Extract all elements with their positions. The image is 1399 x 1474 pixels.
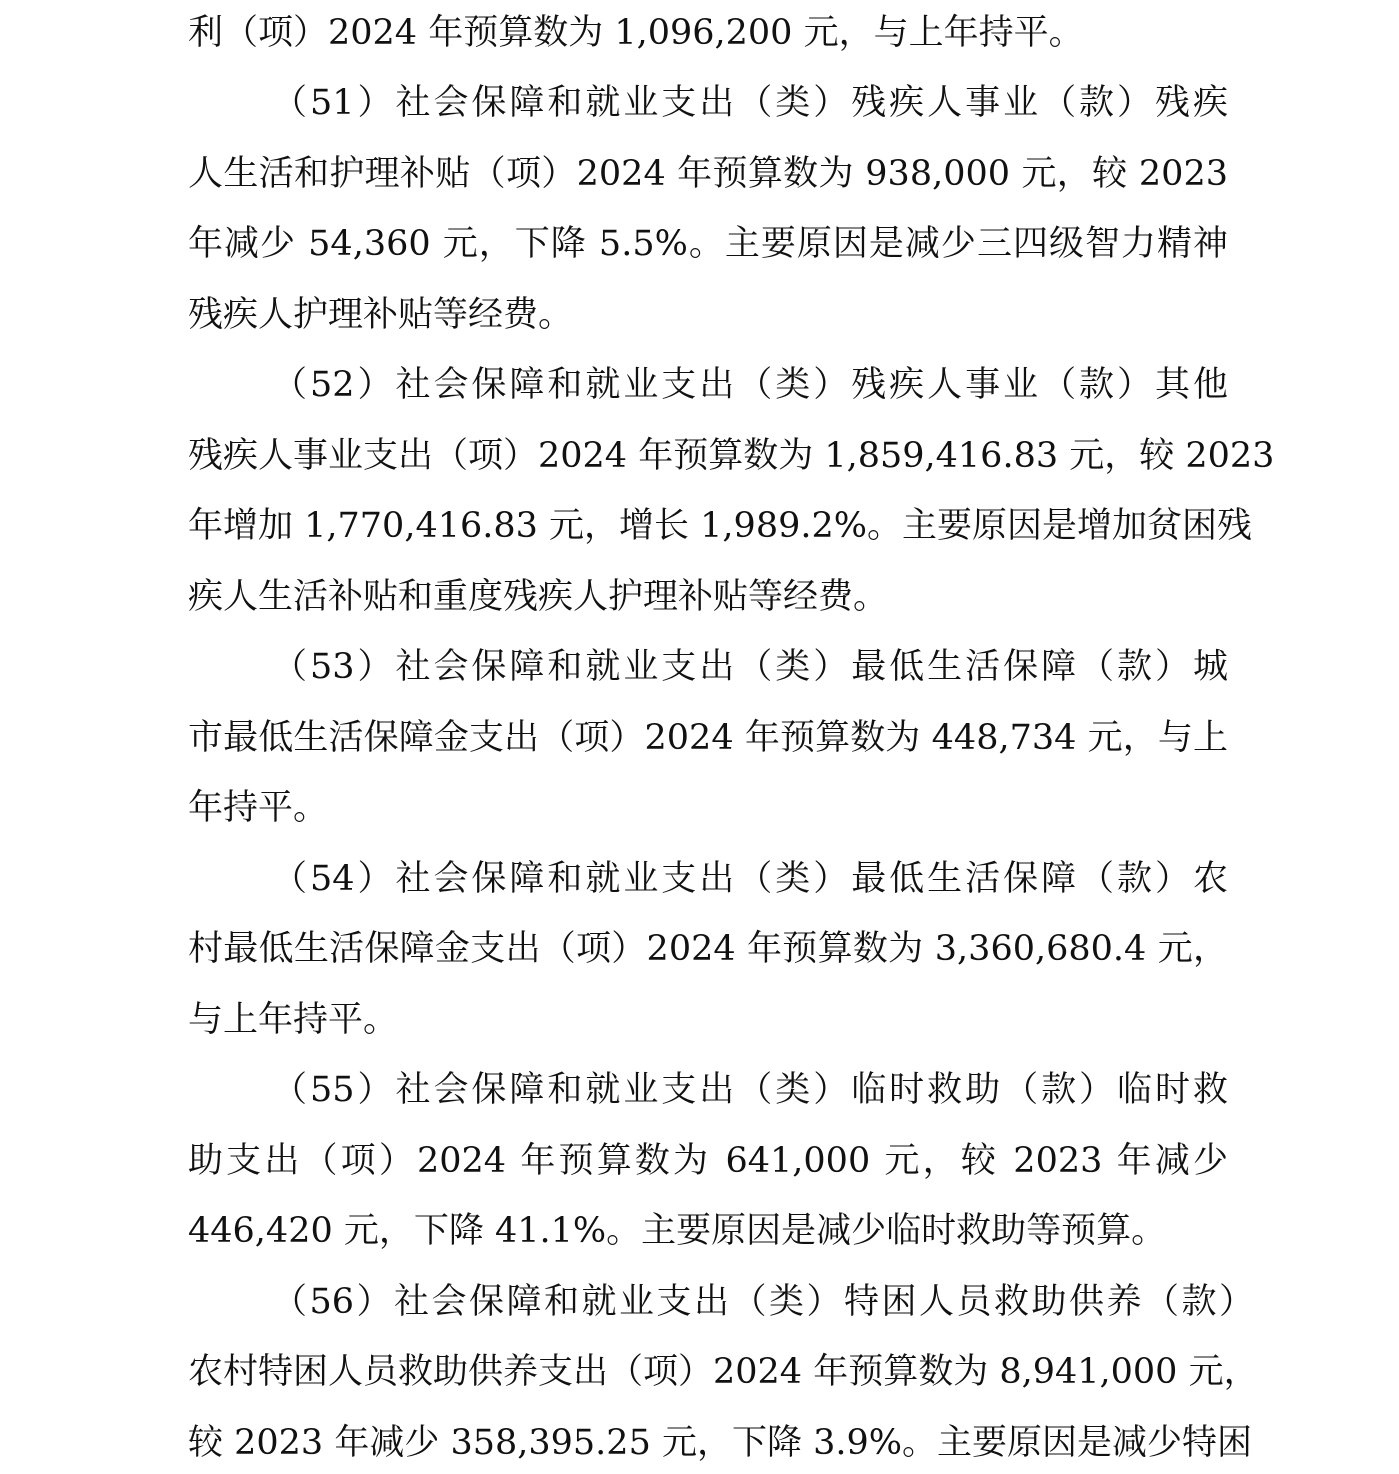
paragraph-53-line: （53）社会保障和就业支出（类）最低生活保障（款）城: [272, 647, 1228, 687]
paragraph-51-line: 年减少 54,360 元，下降 5.5%。主要原因是减少三四级智力精神: [188, 224, 1228, 264]
paragraph-55-line: 446,420 元，下降 41.1%。主要原因是减少临时救助等预算。: [188, 1211, 1167, 1251]
paragraph-54-line: 与上年持平。: [188, 1000, 399, 1040]
paragraph-55-line: （55）社会保障和就业支出（类）临时救助（款）临时救: [272, 1070, 1228, 1110]
paragraph-51-line: （51）社会保障和就业支出（类）残疾人事业（款）残疾: [272, 83, 1228, 123]
paragraph-52-line: 疾人生活补贴和重度残疾人护理补贴等经费。: [188, 577, 889, 617]
paragraph-51-line: 人生活和护理补贴（项）2024 年预算数为 938,000 元，较 2023: [188, 154, 1228, 194]
paragraph-51-line: 残疾人护理补贴等经费。: [188, 295, 574, 335]
paragraph-55-line: 助支出（项）2024 年预算数为 641,000 元，较 2023 年减少: [188, 1141, 1228, 1181]
paragraph-56-line: 较 2023 年减少 358,395.25 元，下降 3.9%。主要原因是减少特困: [188, 1423, 1253, 1463]
paragraph-54-line: （54）社会保障和就业支出（类）最低生活保障（款）农: [272, 859, 1228, 899]
paragraph-52-line: （52）社会保障和就业支出（类）残疾人事业（款）其他: [272, 365, 1228, 405]
paragraph-52-line: 年增加 1,770,416.83 元，增长 1,989.2%。主要原因是增加贫困残: [188, 506, 1253, 546]
paragraph-56-line: 农村特困人员救助供养支出（项）2024 年预算数为 8,941,000 元，: [188, 1352, 1259, 1392]
paragraph-53-line: 年持平。: [188, 788, 329, 828]
paragraph-52-line: 残疾人事业支出（项）2024 年预算数为 1,859,416.83 元，较 2023: [188, 436, 1275, 476]
paragraph-56-line: （56）社会保障和就业支出（类）特困人员救助供养（款）: [272, 1282, 1254, 1322]
paragraph-54-line: 村最低生活保障金支出（项）2024 年预算数为 3,360,680.4 元，: [188, 929, 1228, 969]
paragraph-53-line: 市最低生活保障金支出（项）2024 年预算数为 448,734 元，与上: [188, 718, 1228, 758]
text-line: 利（项）2024 年预算数为 1,096,200 元，与上年持平。: [188, 13, 1084, 53]
